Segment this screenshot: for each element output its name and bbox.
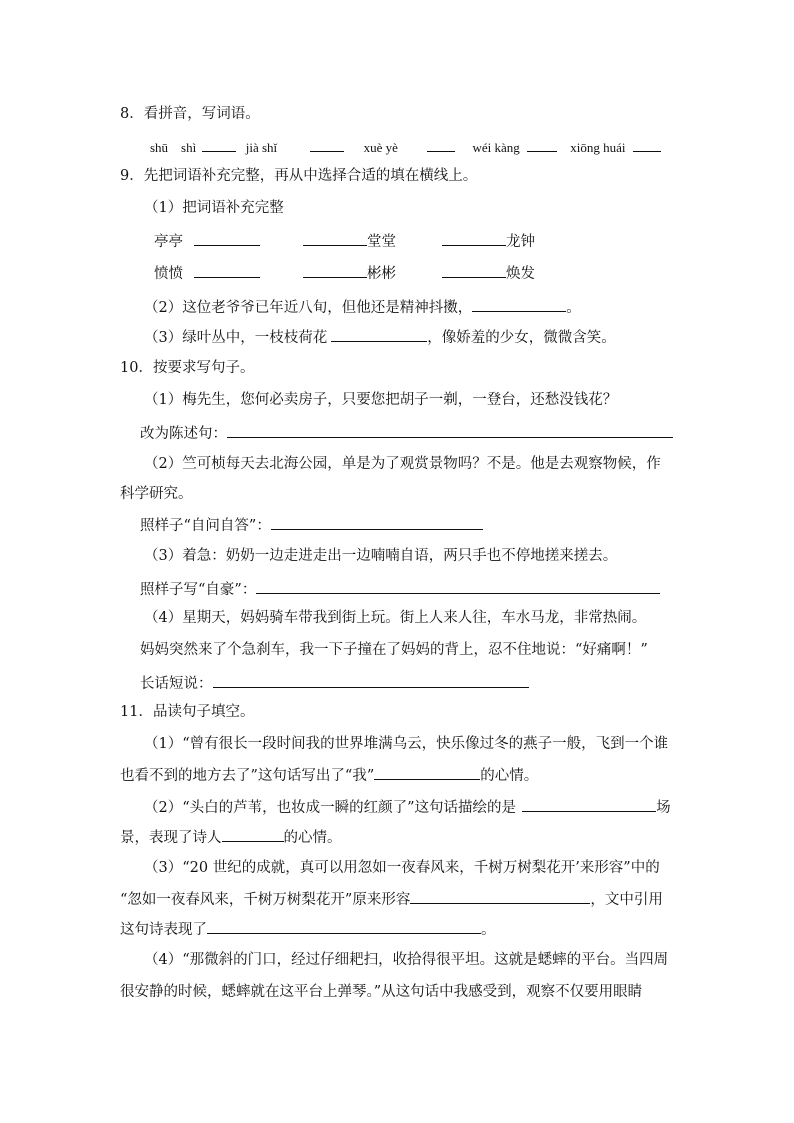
answer-blank-2[interactable] <box>310 136 344 152</box>
pinyin-2: jià shǐ <box>245 140 278 155</box>
q11-r2-line1 <box>144 796 671 818</box>
q9-part3-end: ，像娇羞的少女，微微含笑。 <box>427 330 616 346</box>
answer-line[interactable] <box>213 672 529 688</box>
q8-title: 8．看拼音，写词语。 <box>120 106 260 122</box>
q9-part1: （1）把词语补充完整 <box>144 200 284 216</box>
sentence-text: 的心情。 <box>480 768 539 784</box>
word-label: 彬彬 <box>367 266 396 282</box>
q9-part3 <box>144 326 616 348</box>
word-row-1-c <box>442 230 535 252</box>
word-label: 焕发 <box>506 266 535 282</box>
q11-r3-line3 <box>120 918 496 940</box>
word-label: 愤愤 <box>154 266 183 282</box>
answer-line[interactable] <box>271 514 483 530</box>
sentence-text: 景，表现了诗人 <box>120 830 222 846</box>
answer-line[interactable] <box>227 422 673 438</box>
answer-blank-4[interactable] <box>527 136 557 152</box>
answer-blank[interactable] <box>410 888 590 904</box>
q10-s3-answer <box>140 578 660 600</box>
sentence-text: 也看不到的地方去了”这句话写出了“我” <box>120 768 375 784</box>
pinyin-4: wéi kàng <box>472 140 520 155</box>
answer-blank-3[interactable] <box>427 136 455 152</box>
sentence-text: （2）“头白的芦苇，也妆成一瞬的红颜了”这句话描绘的是 <box>144 800 517 816</box>
q10-s4-answer <box>140 672 529 694</box>
sentence-text: 。 <box>481 922 496 938</box>
sentence-text: 场 <box>656 800 671 816</box>
q10-s1: （1）梅先生，您何必卖房子，只要您把胡子一剃，一登台，还愁没钱花？ <box>144 392 618 408</box>
q11-r3-line2 <box>120 888 663 910</box>
q11-r1-line2 <box>120 764 538 786</box>
q9-part3-text: （3）绿叶丛中，一枝枝荷花 <box>144 330 328 346</box>
answer-blank[interactable] <box>374 764 480 780</box>
q9-part2 <box>144 296 581 318</box>
answer-blank[interactable] <box>522 796 656 812</box>
pinyin-3: xuè yè <box>363 140 398 155</box>
q10-title: 10．按要求写句子。 <box>120 360 255 376</box>
answer-label: 照样子写“自豪”： <box>140 582 257 598</box>
q10-s2-line1: （2）竺可桢每天去北海公园，单是为了观赏景物吗？不是。他是去观察物候，作 <box>144 456 661 472</box>
word-row-2-b <box>303 262 396 284</box>
q11-r4-line1: （4）“那微斜的门口，经过仔细耙扫，收拾得很平坦。这就是蟋蟀的平台。当四周 <box>144 952 669 968</box>
word-blank[interactable] <box>194 262 260 278</box>
q11-r3-line1: （3）“20 世纪的成就，真可以用忽如一夜春风来，千树万树梨花开’来形容”中的 <box>144 860 660 876</box>
word-row-2-a <box>154 262 260 284</box>
word-blank[interactable] <box>442 230 506 246</box>
q9-part3-blank[interactable] <box>331 326 427 342</box>
word-blank[interactable] <box>303 230 367 246</box>
answer-line[interactable] <box>256 578 660 594</box>
sentence-text: “忽如一夜春风来，千树万树梨花开”原来形容 <box>120 892 411 908</box>
q8-pinyin-row <box>150 136 661 158</box>
word-blank[interactable] <box>303 262 367 278</box>
word-row-2-c <box>442 262 535 284</box>
word-label: 堂堂 <box>367 234 396 250</box>
q9-part2-end: 。 <box>566 300 581 316</box>
q11-r2-line2 <box>120 826 342 848</box>
q11-r4-line2: 很安静的时候，蟋蟀就在这平台上弹琴。”从这句话中我感受到，观察不仅要用眼睛 <box>120 984 643 1000</box>
q10-s2-answer <box>140 514 483 536</box>
answer-blank[interactable] <box>222 826 284 842</box>
q10-s4-line1: （4）星期天，妈妈骑车带我到街上玩。街上人来人往，车水马龙，非常热闹。 <box>144 610 647 626</box>
word-row-1-a <box>154 230 260 252</box>
answer-label: 长话短说： <box>140 676 213 692</box>
word-row-1-b <box>303 230 396 252</box>
pinyin-1: shū shì <box>150 140 197 155</box>
word-blank[interactable] <box>442 262 506 278</box>
sentence-text: ，文中引用 <box>590 892 663 908</box>
pinyin-5: xiōng huái <box>570 140 626 155</box>
answer-blank[interactable] <box>207 918 481 934</box>
q10-s1-answer <box>140 422 673 444</box>
q9-part2-text: （2）这位老爷爷已年近八旬，但他还是精神抖擞， <box>144 300 473 316</box>
q11-title: 11．品读句子填空。 <box>120 704 255 720</box>
sentence-text: 这句诗表现了 <box>120 922 207 938</box>
answer-label: 照样子“自问自答”： <box>140 518 271 534</box>
answer-blank-1[interactable] <box>202 136 236 152</box>
q10-s2-line2: 科学研究。 <box>120 486 193 502</box>
answer-label: 改为陈述句： <box>140 426 227 442</box>
word-label: 亭亭 <box>154 234 183 250</box>
q9-title: 9．先把词语补充完整，再从中选择合适的填在横线上。 <box>120 168 478 184</box>
answer-blank-5[interactable] <box>633 136 661 152</box>
q10-s4-line2: 妈妈突然来了个急刹车，我一下子撞在了妈妈的背上，忍不住地说：“好痛啊！” <box>140 642 648 658</box>
word-label: 龙钟 <box>506 234 535 250</box>
sentence-text: 的心情。 <box>283 830 342 846</box>
q11-r1-line1: （1）“曾有很长一段时间我的世界堆满乌云，快乐像过冬的燕子一般，飞到一个谁 <box>144 736 669 752</box>
q9-part2-blank[interactable] <box>472 296 566 312</box>
word-blank[interactable] <box>194 230 260 246</box>
q10-s3: （3）着急：奶奶一边走进走出一边喃喃自语，两只手也不停地搓来搓去。 <box>144 548 618 564</box>
